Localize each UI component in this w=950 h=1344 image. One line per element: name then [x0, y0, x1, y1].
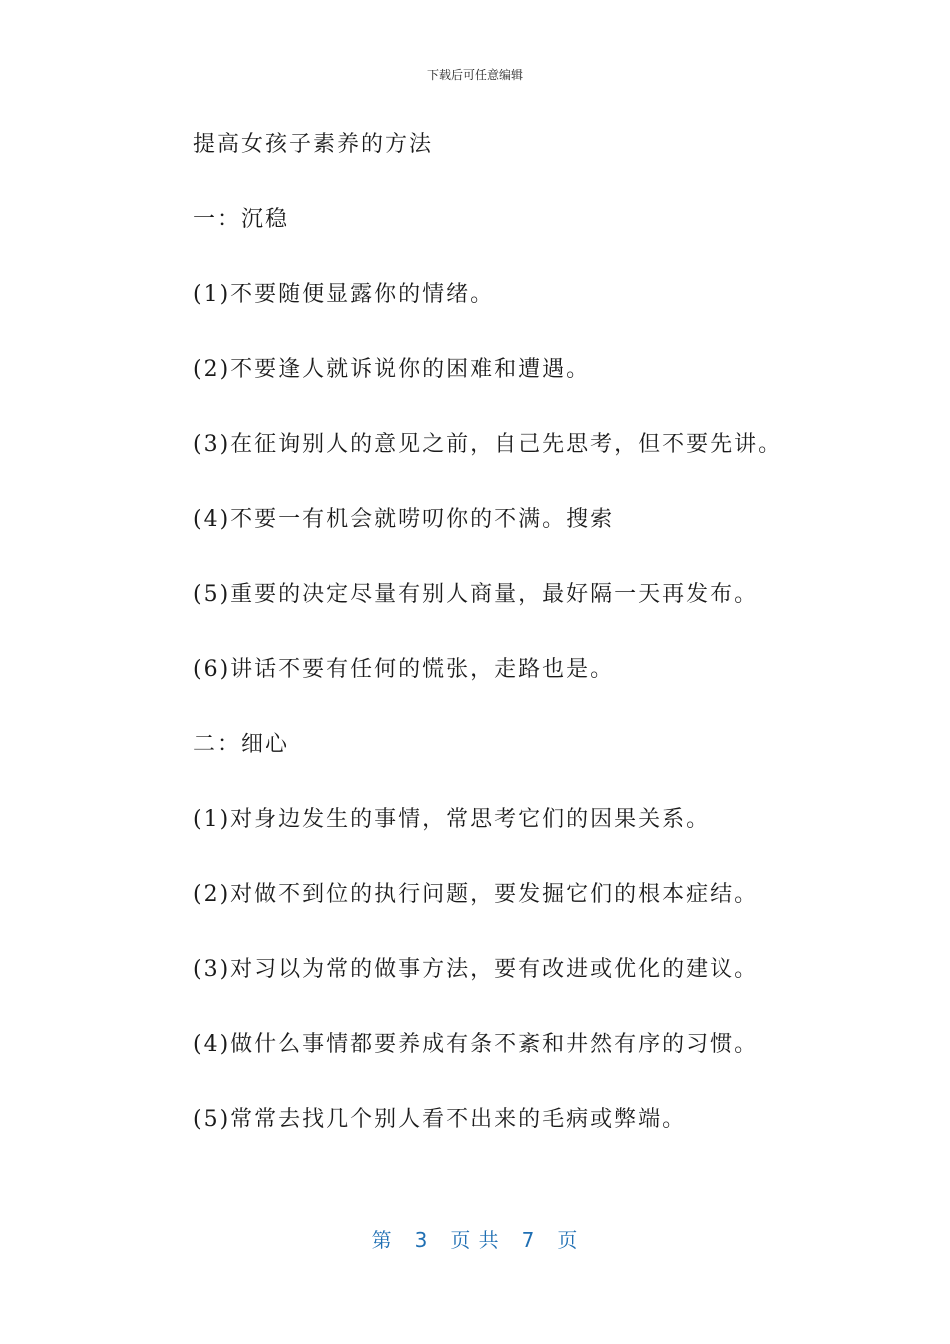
list-item: (5)常常去找几个别人看不出来的毛病或弊端。 — [193, 1107, 687, 1132]
footer-suffix: 页 — [557, 1228, 579, 1252]
list-item: (6)讲话不要有任何的慌张，走路也是。 — [193, 657, 615, 682]
total-page-number: 7 — [521, 1228, 536, 1252]
page-footer — [0, 1224, 950, 1253]
document-title: 提高女孩子素养的方法 — [193, 132, 434, 157]
list-item: (3)对习以为常的做事方法，要有改进或优化的建议。 — [193, 957, 759, 982]
list-item: (1)对身边发生的事情，常思考它们的因果关系。 — [193, 807, 711, 832]
list-item: (2)不要逢人就诉说你的困难和遭遇。 — [193, 357, 591, 382]
list-item: (5)重要的决定尽量有别人商量，最好隔一天再发布。 — [193, 582, 759, 607]
list-item: (1)不要随便显露你的情绪。 — [193, 282, 495, 307]
footer-middle: 页 共 — [450, 1228, 500, 1252]
list-item: (4)不要一有机会就唠叨你的不满。搜索 — [193, 507, 615, 532]
section-heading: 二：细心 — [193, 732, 290, 757]
list-item: (4)做什么事情都要养成有条不紊和井然有序的习惯。 — [193, 1032, 759, 1057]
list-item: (2)对做不到位的执行问题，要发掘它们的根本症结。 — [193, 882, 759, 907]
list-item: (3)在征询别人的意见之前，自己先思考，但不要先讲。 — [193, 432, 783, 457]
section-heading: 一：沉稳 — [193, 207, 290, 232]
header-note: 下载后可任意编辑 — [426, 68, 523, 82]
current-page-number: 3 — [414, 1228, 429, 1252]
footer-prefix: 第 — [371, 1228, 393, 1252]
